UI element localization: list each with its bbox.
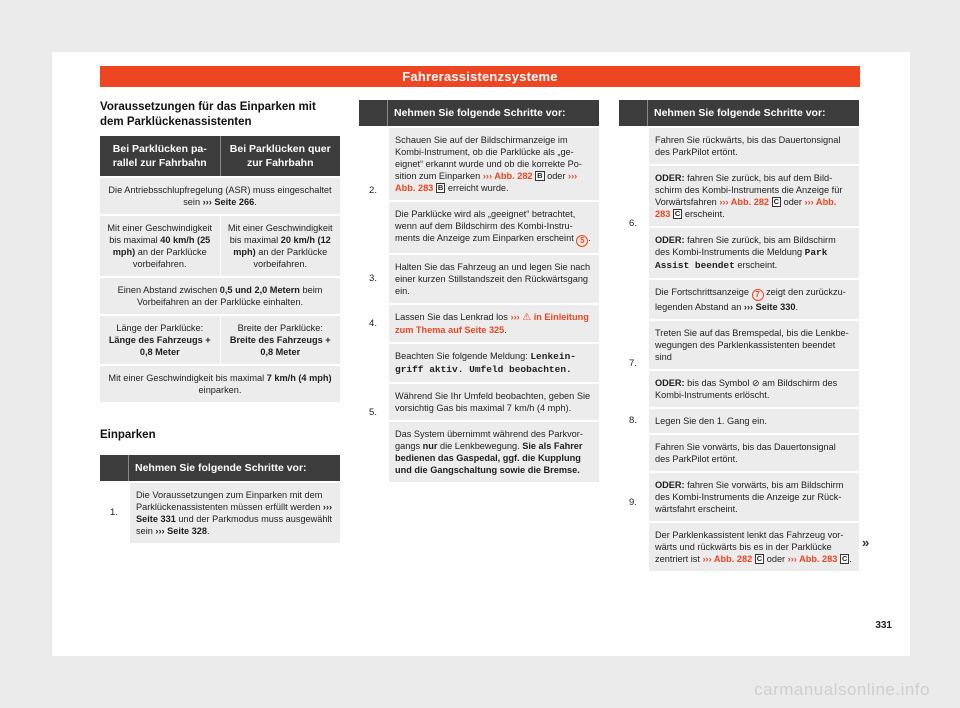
step-text: Halten Sie das Fahrzeug an und legen Sie nach einer kurzen Stillstandszeit den Rückwärtsgang ein. [389, 255, 599, 303]
step-text: ODER: bis das Symbol ⊘ am Bildschirm des Kombi-Instruments erlöscht. [649, 369, 859, 407]
warning-triangle-icon: ⚠ [522, 312, 532, 323]
right-column [619, 100, 859, 571]
step-number: 9. [619, 435, 647, 571]
step-5 [359, 342, 599, 482]
step-number: 7. [619, 321, 647, 407]
step-number: 5. [359, 344, 387, 482]
figure-ref[interactable]: ››› Abb. 283 [787, 554, 838, 564]
step-text: Fahren Sie vorwärts, bis das Dauertonsignal des ParkPilot ertönt. [649, 435, 859, 471]
continue-mark: » [862, 535, 870, 550]
steps-header: Nehmen Sie folgende Schritte vor: [619, 100, 859, 126]
steps-table-right [619, 100, 859, 571]
manual-page [52, 52, 910, 656]
cell-length: Länge der Parklücke: Länge des Fahrzeugs + 0,8 Meter [108, 323, 211, 357]
steps-table-middle [359, 100, 599, 482]
step-4 [359, 303, 599, 342]
step-2 [359, 126, 599, 253]
figure-letter-badge: C [674, 209, 681, 218]
step-number: 2. [359, 128, 387, 253]
cell-speed-parallel: Mit einer Geschwindigkeit bis maximal 40 km/h (25 mph) an der Parklücke vorbeifahren. [107, 223, 213, 269]
page-number: 331 [875, 620, 892, 631]
figure-ref[interactable]: ››› Abb. 282 [719, 197, 770, 207]
warning-ref[interactable]: ››› ⚠ in Einleitung zum Thema auf Seite 325 [395, 312, 589, 335]
step-text: Beachten Sie folgende Meldung: Lenkeingriff aktiv. Umfeld beobachten. [389, 344, 599, 382]
figure-letter-badge: C [773, 197, 780, 206]
steps-table-left [100, 455, 340, 543]
table-row-asr: Die Antriebsschlupfregelung (ASR) muss eingeschaltet sein ››› Seite 266. [100, 176, 340, 214]
callout-number-badge: 5 [576, 235, 588, 247]
figure-ref[interactable]: ››› Abb. 283 [655, 197, 837, 219]
figure-letter-badge: C [756, 554, 763, 563]
figure-ref[interactable]: ››› Abb. 282 [702, 554, 753, 564]
figure-letter-badge: C [841, 554, 848, 563]
step-text: Treten Sie auf das Bremspedal, bis die Lenkbewegungen des Parklenkassistenten beendet sind [649, 321, 859, 369]
cell-speed-perpendicular: Mit einer Geschwindigkeit bis maximal 20 km/h (12 mph) an der Parklücke vorbeifahren. [220, 216, 341, 276]
step-number: 3. [359, 255, 387, 303]
step-number: 6. [619, 128, 647, 319]
step-text: Legen Sie den 1. Gang ein. [649, 409, 859, 433]
display-message: Park Assist beendet [655, 247, 828, 271]
steps-header: Nehmen Sie folgende Schritte vor: [359, 100, 599, 126]
cross-ref[interactable]: ››› Seite 331 [136, 502, 333, 524]
step-text: ODER: fahren Sie zurück, bis auf dem Bildschirm des Kombi-Instruments die Anzeige für Vorwärtsfahren ››› Abb. 282 C oder ››› Abb. 283 C erscheint. [649, 164, 859, 226]
callout-number-badge: 7 [752, 289, 764, 301]
einparken-heading: Einparken [100, 429, 156, 441]
step-text: Die Voraussetzungen zum Einparken mit dem Parklückenassistenten müssen erfüllt werden ››› Seite 331 und der Parkmodus muss ausgewählt sein ››› Seite 328. [130, 483, 340, 543]
table-row-distance: Einen Abstand zwischen 0,5 und 2,0 Metern beim Vorbeifahren an der Parklücke einhalten. [100, 276, 340, 314]
middle-column [359, 100, 599, 482]
steps-header: Nehmen Sie folgende Schritte vor: [100, 455, 340, 481]
header-parallel: Bei Parklücken parallel zur Fahrbahn [112, 143, 207, 169]
step-6 [619, 126, 859, 319]
step-text: Die Parklücke wird als „geeignet“ betrachtet, wenn auf dem Bildschirm des Kombi-Instruments die Anzeige zum Einparken erscheint 5 . [389, 200, 599, 253]
step-number: 4. [359, 305, 387, 342]
step-7 [619, 319, 859, 407]
step-text: Die Fortschrittsanzeige 7 zeigt den zurückzulegenden Abstand an ››› Seite 330. [649, 278, 859, 319]
section-header: Fahrerassistenzsysteme [100, 66, 860, 87]
table-row-parking-speed: Mit einer Geschwindigkeit bis maximal 7 km/h (4 mph) einparken. [100, 364, 340, 402]
requirements-heading: Voraussetzungen für das Einparken mit dem Parklückenassistenten [100, 101, 316, 128]
park-assist-symbol-icon: ⊘ [752, 378, 760, 388]
cross-ref[interactable]: ››› Seite 266 [202, 197, 255, 207]
cell-width: Breite der Parklücke: Breite des Fahrzeugs + 0,8 Meter [220, 316, 341, 364]
left-column [100, 100, 340, 543]
step-9 [619, 433, 859, 571]
display-message: Lenkeingriff aktiv. Umfeld beobachten. [395, 351, 576, 375]
step-text: Das System übernimmt während des Parkvorgangs nur die Lenkbewegung. Sie als Fahrer bedienen das Gaspedal, ggf. die Kupplung und die Gangschaltung sowie die Bremse. [389, 420, 599, 482]
cross-ref[interactable]: ››› Seite 330 [743, 302, 796, 312]
step-text: ODER: fahren Sie vorwärts, bis am Bildschirm des Kombi-Instruments die Anzeige zur Rückwärtsfahrt erscheint. [649, 471, 859, 521]
step-3 [359, 253, 599, 303]
cross-ref[interactable]: ››› Seite 328 [155, 526, 208, 536]
table-row-size [100, 314, 340, 364]
step-text: Lassen Sie das Lenkrad los ››› ⚠ in Einleitung zum Thema auf Seite 325. [389, 305, 599, 342]
step-text: Während Sie Ihr Umfeld beobachten, geben Sie vorsichtig Gas bis maximal 7 km/h (4 mph). [389, 382, 599, 420]
step-text: Fahren Sie rückwärts, bis das Dauertonsignal des ParkPilot ertönt. [649, 128, 859, 164]
figure-ref[interactable]: ››› Abb. 283 [395, 171, 578, 193]
step-number: 8. [619, 409, 647, 433]
figure-letter-badge: B [537, 171, 543, 180]
figure-letter-badge: B [437, 183, 444, 192]
step-1 [100, 481, 340, 543]
step-number: 1. [100, 483, 128, 543]
requirements-table-header [100, 136, 340, 176]
table-row-speed [100, 214, 340, 276]
step-8 [619, 407, 859, 433]
requirements-table [100, 136, 340, 402]
step-text: Schauen Sie auf der Bildschirmanzeige im Kombi-Instrument, ob die Parklücke als „geeignet“ erkannt wurde und ob die korrekte Position zum Einparken ››› Abb. 282 B oder ››› Abb. 283 B erreicht wurde. [389, 128, 599, 200]
step-text: ODER: fahren Sie zurück, bis am Bildschirm des Kombi-Instruments die Meldung Park Assist beendet erscheint. [649, 226, 859, 278]
step-text: Der Parklenkassistent lenkt das Fahrzeug vorwärts und rückwärts bis es in der Parklücke zentriert ist ››› Abb. 282 C oder ››› Abb. 283 C . [649, 521, 859, 571]
figure-ref[interactable]: ››› Abb. 282 [482, 171, 533, 181]
header-perpendicular: Bei Parklücken quer zur Fahrbahn [220, 136, 341, 176]
watermark: carmanualsonline.info [754, 680, 930, 699]
